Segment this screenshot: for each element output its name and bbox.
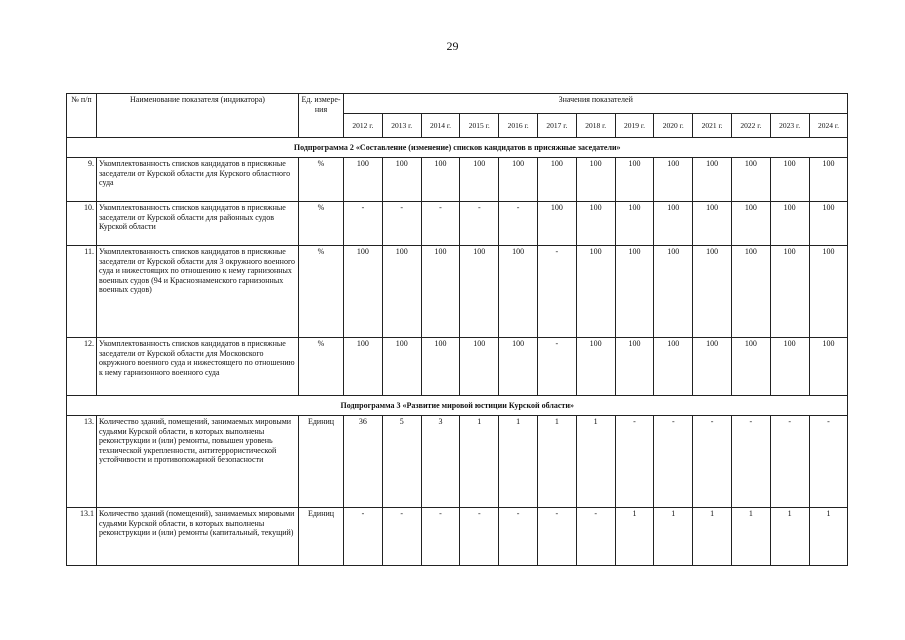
row-value: 100	[654, 246, 693, 338]
row-value: 100	[654, 338, 693, 396]
header-year: 2024 г.	[809, 114, 848, 138]
row-value: -	[499, 508, 538, 566]
row-value: 100	[499, 246, 538, 338]
header-num: № п/п	[67, 94, 97, 138]
row-value: 100	[693, 338, 732, 396]
row-num: 9.	[67, 158, 97, 202]
row-value: 36	[344, 416, 383, 508]
row-value: 100	[654, 202, 693, 246]
row-value: 100	[421, 246, 460, 338]
table-row	[67, 338, 848, 396]
row-value: 100	[809, 338, 848, 396]
row-value: 100	[731, 246, 770, 338]
row-value: 1	[770, 508, 809, 566]
row-value: -	[344, 202, 383, 246]
row-name: Укомплектованность списков кандидатов в присяжные заседатели от Курской области для 3 окружного военного суда и нижестоящих по отношению к нему гарнизонных военных судов (94 и Краснознаменского гарнизонных военных судов)	[97, 246, 299, 338]
row-value: 100	[344, 338, 383, 396]
header-unit: Ед. измере-ния	[299, 94, 344, 138]
table-row	[67, 158, 848, 202]
row-value: 100	[731, 338, 770, 396]
row-unit: %	[299, 246, 344, 338]
row-value: 100	[421, 338, 460, 396]
row-value: -	[537, 246, 576, 338]
row-value: -	[460, 508, 499, 566]
row-value: -	[382, 508, 421, 566]
row-value: 1	[693, 508, 732, 566]
row-value: 3	[421, 416, 460, 508]
table-row	[67, 246, 848, 338]
header-name: Наименование показателя (индикатора)	[97, 94, 299, 138]
row-value: 100	[460, 158, 499, 202]
row-value: 100	[382, 158, 421, 202]
row-value: 100	[537, 202, 576, 246]
row-value: -	[344, 508, 383, 566]
row-num: 13.1	[67, 508, 97, 566]
header-year: 2018 г.	[576, 114, 615, 138]
header-year: 2023 г.	[770, 114, 809, 138]
row-value: 100	[344, 158, 383, 202]
row-value: 100	[770, 158, 809, 202]
row-value: -	[421, 508, 460, 566]
indicators-table	[66, 93, 848, 566]
row-value: -	[693, 416, 732, 508]
table-row	[67, 508, 848, 566]
row-value: 100	[770, 246, 809, 338]
row-value: -	[460, 202, 499, 246]
row-value: 100	[654, 158, 693, 202]
row-value: 100	[809, 158, 848, 202]
row-value: -	[809, 416, 848, 508]
section-title: Подпрограмма 3 «Развитие мировой юстиции Курской области»	[67, 396, 848, 416]
row-unit: Единиц	[299, 508, 344, 566]
row-value: 100	[615, 246, 654, 338]
row-value: -	[576, 508, 615, 566]
row-value: 100	[382, 338, 421, 396]
row-value: 100	[499, 338, 538, 396]
row-unit: %	[299, 158, 344, 202]
row-value: 1	[731, 508, 770, 566]
table-row	[67, 202, 848, 246]
row-value: 1	[460, 416, 499, 508]
row-value: 1	[809, 508, 848, 566]
table-row	[67, 416, 848, 508]
page-number: 29	[446, 39, 459, 53]
row-value: -	[615, 416, 654, 508]
row-value: 1	[615, 508, 654, 566]
row-value: 1	[537, 416, 576, 508]
section-row	[67, 138, 848, 158]
row-value: 100	[693, 246, 732, 338]
header-values-title: Значения показателей	[344, 94, 848, 114]
section-title: Подпрограмма 2 «Составление (изменение) списков кандидатов в присяжные заседатели»	[67, 138, 848, 158]
row-name: Количество зданий, помещений, занимаемых мировыми судьями Курской области, в которых выполнены реконструкции и (или) ремонты, повышен уровень технической укрепленности, антитеррористической устойчивости и противопожарной безопасности	[97, 416, 299, 508]
row-value: 100	[731, 158, 770, 202]
row-value: 100	[344, 246, 383, 338]
row-value: -	[382, 202, 421, 246]
row-value: 100	[770, 202, 809, 246]
header-year: 2022 г.	[731, 114, 770, 138]
header-year: 2015 г.	[460, 114, 499, 138]
row-value: 100	[693, 202, 732, 246]
table-body	[67, 138, 848, 566]
row-value: 100	[382, 246, 421, 338]
row-value: 1	[654, 508, 693, 566]
header-year: 2014 г.	[421, 114, 460, 138]
row-value: 100	[809, 246, 848, 338]
row-value: -	[499, 202, 538, 246]
row-num: 12.	[67, 338, 97, 396]
row-value: 100	[576, 158, 615, 202]
row-value: -	[537, 508, 576, 566]
row-unit: %	[299, 338, 344, 396]
row-name: Укомплектованность списков кандидатов в присяжные заседатели от Курской области для Московского окружного военного суда и нижестоящего по отношению к нему гарнизонного военного суда	[97, 338, 299, 396]
row-value: 100	[770, 338, 809, 396]
row-value: -	[770, 416, 809, 508]
row-value: 100	[809, 202, 848, 246]
header-year: 2013 г.	[382, 114, 421, 138]
row-value: 100	[576, 246, 615, 338]
row-value: -	[731, 416, 770, 508]
header-year: 2019 г.	[615, 114, 654, 138]
header-year: 2021 г.	[693, 114, 732, 138]
header-year: 2016 г.	[499, 114, 538, 138]
row-value: 100	[693, 158, 732, 202]
row-num: 11.	[67, 246, 97, 338]
row-value: -	[654, 416, 693, 508]
row-name: Укомплектованность списков кандидатов в присяжные заседатели от Курской области для Курского областного суда	[97, 158, 299, 202]
row-value: 100	[576, 338, 615, 396]
row-value: 100	[615, 338, 654, 396]
row-value: -	[537, 338, 576, 396]
row-num: 10.	[67, 202, 97, 246]
row-value: 100	[576, 202, 615, 246]
header-year: 2017 г.	[537, 114, 576, 138]
header-year: 2020 г.	[654, 114, 693, 138]
row-name: Укомплектованность списков кандидатов в присяжные заседатели от Курской области для районных судов Курской области	[97, 202, 299, 246]
row-num: 13.	[67, 416, 97, 508]
row-value: 5	[382, 416, 421, 508]
row-value: 100	[499, 158, 538, 202]
row-value: -	[421, 202, 460, 246]
row-value: 100	[460, 246, 499, 338]
row-value: 100	[731, 202, 770, 246]
row-value: 100	[615, 202, 654, 246]
row-unit: %	[299, 202, 344, 246]
row-value: 100	[615, 158, 654, 202]
row-value: 1	[499, 416, 538, 508]
row-value: 100	[421, 158, 460, 202]
row-unit: Единиц	[299, 416, 344, 508]
row-value: 100	[460, 338, 499, 396]
row-name: Количество зданий (помещений), занимаемых мировыми судьями Курской области, в которых выполнены реконструкции и (или) ремонты (капитальный, текущий)	[97, 508, 299, 566]
header-year: 2012 г.	[344, 114, 383, 138]
row-value: 1	[576, 416, 615, 508]
section-row	[67, 396, 848, 416]
row-value: 100	[537, 158, 576, 202]
